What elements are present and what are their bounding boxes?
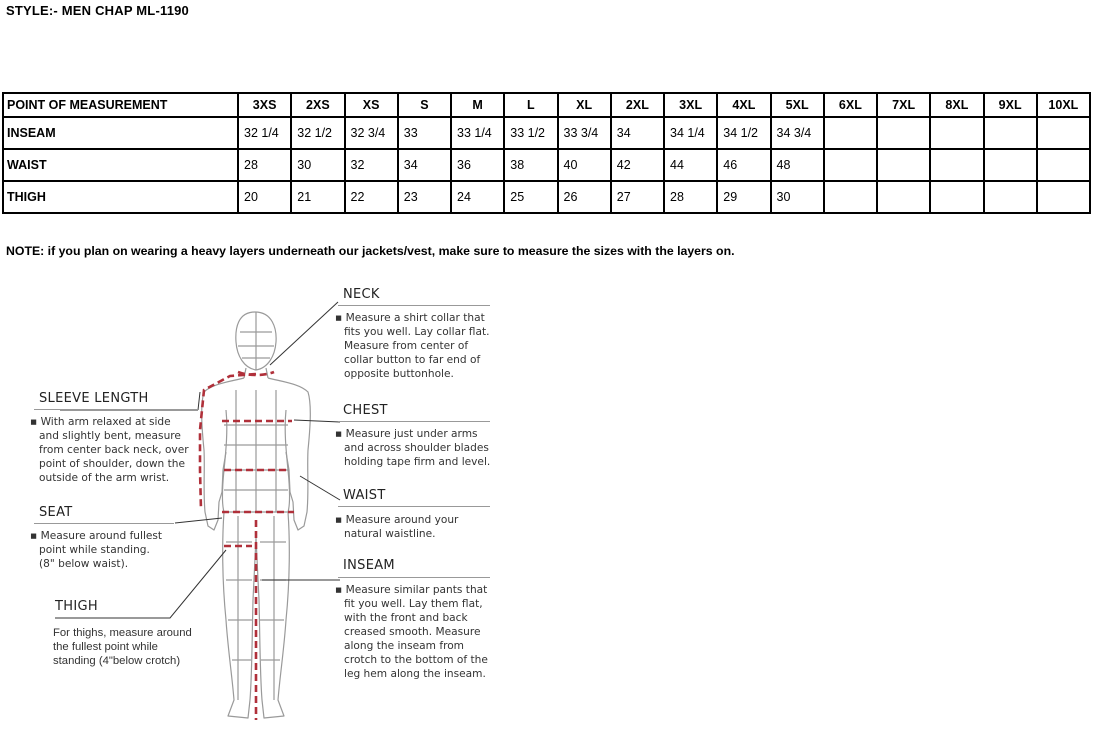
table-cell: 44 bbox=[664, 149, 717, 181]
row-label: THIGH bbox=[3, 181, 238, 213]
table-cell: 46 bbox=[717, 149, 770, 181]
table-row bbox=[3, 149, 1090, 181]
inseam-rule bbox=[338, 577, 490, 578]
header-size: 7XL bbox=[877, 93, 930, 117]
table-header-row bbox=[3, 93, 1090, 117]
table-row bbox=[3, 181, 1090, 213]
seat-description: ▪ Measure around fullest point while standing. (8" below waist). bbox=[30, 530, 163, 570]
table-cell: 42 bbox=[611, 149, 664, 181]
sleeve-length-description: ▪ With arm relaxed at side and slightly bent, measure from center back neck, over point of shoulder, down the outside of the arm wrist. bbox=[30, 416, 189, 484]
header-point-of-measurement: POINT OF MEASUREMENT bbox=[3, 93, 238, 117]
size-chart-table bbox=[2, 92, 1091, 214]
neck-label: NECK bbox=[343, 287, 380, 302]
table-cell bbox=[930, 181, 983, 213]
header-size: 3XL bbox=[664, 93, 717, 117]
header-size: 2XL bbox=[611, 93, 664, 117]
row-label: WAIST bbox=[3, 149, 238, 181]
table-cell: 34 3/4 bbox=[771, 117, 824, 149]
header-size: 8XL bbox=[930, 93, 983, 117]
header-size: XL bbox=[558, 93, 611, 117]
table-cell: 48 bbox=[771, 149, 824, 181]
header-size: 3XS bbox=[238, 93, 291, 117]
table-cell: 32 1/2 bbox=[291, 117, 344, 149]
chest-description: ▪ Measure just under arms and across shoulder blades holding tape firm and level. bbox=[335, 428, 491, 468]
table-cell: 33 1/2 bbox=[504, 117, 557, 149]
table-cell: 38 bbox=[504, 149, 557, 181]
chest-label: CHEST bbox=[343, 403, 388, 418]
header-size: S bbox=[398, 93, 451, 117]
table-cell: 40 bbox=[558, 149, 611, 181]
waist-label: WAIST bbox=[343, 488, 386, 503]
table-cell bbox=[824, 181, 877, 213]
table-cell: 29 bbox=[717, 181, 770, 213]
inseam-label: INSEAM bbox=[343, 558, 395, 573]
sleeve-length-label: SLEEVE LENGTH bbox=[39, 391, 149, 406]
table-cell: 28 bbox=[664, 181, 717, 213]
row-label: INSEAM bbox=[3, 117, 238, 149]
table-cell bbox=[984, 149, 1037, 181]
header-size: XS bbox=[345, 93, 398, 117]
header-size: L bbox=[504, 93, 557, 117]
table-cell: 24 bbox=[451, 181, 504, 213]
inseam-description: ▪ Measure similar pants that fit you well. Lay them flat, with the front and back creased smooth. Measure along the inseam from crotch to the bottom of the leg hem along the inseam. bbox=[335, 584, 488, 680]
seat-label: SEAT bbox=[39, 505, 73, 520]
table-cell: 33 3/4 bbox=[558, 117, 611, 149]
table-cell: 33 1/4 bbox=[451, 117, 504, 149]
table-cell bbox=[877, 181, 930, 213]
waist-description: ▪ Measure around your natural waistline. bbox=[335, 514, 459, 540]
table-cell: 34 bbox=[398, 149, 451, 181]
header-size: 4XL bbox=[717, 93, 770, 117]
table-cell bbox=[1037, 117, 1090, 149]
table-cell: 21 bbox=[291, 181, 344, 213]
table-cell bbox=[984, 117, 1037, 149]
header-size: 2XS bbox=[291, 93, 344, 117]
chest-rule bbox=[338, 421, 490, 422]
sleeve-rule bbox=[34, 409, 198, 410]
thigh-description: For thighs, measure around the fullest point while standing (4"below crotch) bbox=[53, 627, 192, 667]
header-size: M bbox=[451, 93, 504, 117]
table-cell: 32 bbox=[345, 149, 398, 181]
table-cell: 28 bbox=[238, 149, 291, 181]
table-cell: 25 bbox=[504, 181, 557, 213]
thigh-label: THIGH bbox=[55, 599, 98, 614]
seat-rule bbox=[34, 523, 174, 524]
table-row bbox=[3, 117, 1090, 149]
table-cell: 20 bbox=[238, 181, 291, 213]
style-title: STYLE:- MEN CHAP ML-1190 bbox=[6, 3, 189, 18]
neck-description: ▪ Measure a shirt collar that fits you well. Lay collar flat. Measure from center of collar button to far end of opposite buttonhole. bbox=[335, 312, 490, 380]
table-cell: 32 3/4 bbox=[345, 117, 398, 149]
measurement-lines bbox=[200, 372, 294, 720]
table-cell: 26 bbox=[558, 181, 611, 213]
table-cell: 33 bbox=[398, 117, 451, 149]
header-size: 6XL bbox=[824, 93, 877, 117]
table-cell: 27 bbox=[611, 181, 664, 213]
table-cell: 36 bbox=[451, 149, 504, 181]
waist-rule bbox=[338, 506, 490, 507]
table-cell: 22 bbox=[345, 181, 398, 213]
table-cell bbox=[1037, 149, 1090, 181]
table-cell: 34 bbox=[611, 117, 664, 149]
table-cell: 30 bbox=[771, 181, 824, 213]
layering-note: NOTE: if you plan on wearing a heavy layers underneath our jackets/vest, make sure to measure the sizes with the layers on. bbox=[6, 244, 735, 258]
table-cell: 30 bbox=[291, 149, 344, 181]
table-cell: 23 bbox=[398, 181, 451, 213]
table-cell bbox=[877, 117, 930, 149]
header-size: 9XL bbox=[984, 93, 1037, 117]
table-cell: 34 1/4 bbox=[664, 117, 717, 149]
neck-rule bbox=[338, 305, 490, 306]
table-cell: 32 1/4 bbox=[238, 117, 291, 149]
table-cell bbox=[824, 117, 877, 149]
table-cell bbox=[984, 181, 1037, 213]
table-cell bbox=[1037, 181, 1090, 213]
header-size: 10XL bbox=[1037, 93, 1090, 117]
table-cell bbox=[877, 149, 930, 181]
table-cell: 34 1/2 bbox=[717, 117, 770, 149]
header-size: 5XL bbox=[771, 93, 824, 117]
table-cell bbox=[930, 117, 983, 149]
table-cell bbox=[824, 149, 877, 181]
table-cell bbox=[930, 149, 983, 181]
